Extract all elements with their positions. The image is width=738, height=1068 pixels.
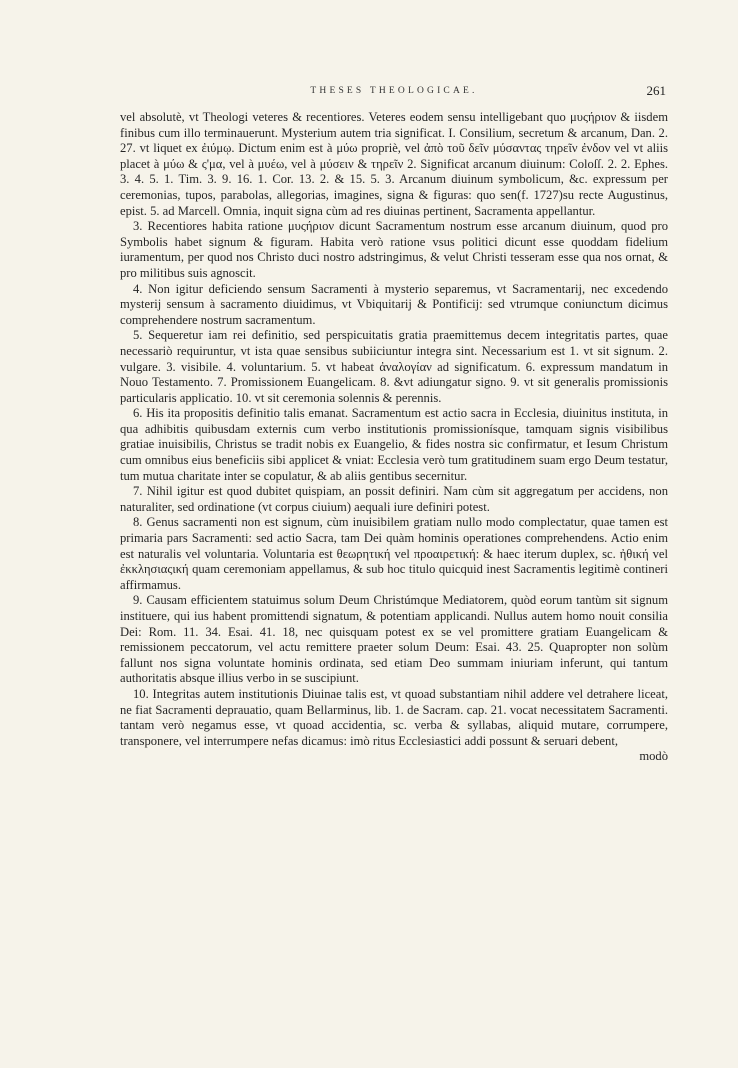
paragraph: vel absolutè, vt Theologi veteres & recentiores. Veteres eodem sensu intelligebant quo μυςήριον & iisdem finibus cum illo terminauerunt. Mysterium autem tria significat. I. Consilium, secretum & arcanum, Dan. 2. 27. vt liquet ex ἐιύμῳ. Dictum enim est à μύω propriè, vel ἀπὸ τοῦ δεῖν μύσαντας τηρεῖν ἐνδον vel vt aliis placet à μύω & ς'μα, vel à μυέω, vel à μύσειν & τηρεῖν 2. Significat arcanum diuinum: Coloſſ. 2. 2. Ephes. 3. 4. 5. 1. Tim. 3. 9. 16. 1. Cor. 13. 2. & 15. 5. 3. Arcanum diuinum symbolicum, &c. expressum per ceremonias, tupos, parabolas, allegorias, imagines, signa & figuras: quo sen(f. 1727)su recte Augustinus, epist. 5. ad Marcell. Omnia, inquit signa cùm ad res diuinas pertinent, Sacramenta appellantur.: [120, 110, 668, 218]
paragraph: 4. Non igitur deficiendo sensum Sacramenti à mysterio separemus, vt Sacramentarij, nec excedendo mysterij sensum à sacramento diuidimus, vt Vbiquitarij & Pontificij: sed vtrumque coniunctum dicimus comprehendere nostrum sacramentum.: [120, 281, 668, 327]
paragraph: 3. Recentiores habita ratione μυςήριον dicunt Sacramentum nostrum esse arcanum diuinum, quod pro Symbolis habet signum & figuram. Habita verò ratione vsus politici dicunt esse quoddam fidelium iuramentum, per quod nos Christo duci nostro adstringimus, & velut Christi tesseram esse qua nos ornat, & pro militibus suis agnoscit.: [120, 219, 668, 280]
running-head: THESES THEOLOGICAE.: [310, 86, 478, 96]
book-page: [120, 78, 668, 765]
catchword: modò: [639, 749, 668, 764]
paragraph: 8. Genus sacramenti non est signum, cùm inuisibilem gratiam nullo modo complectatur, quae tamen est primaria pars Sacramenti: sed actio Sacra, tam Dei quàm hominis operationes comprehendens. Actio enim est naturalis vel voluntaria. Voluntaria est θεωρητική vel προαιρετική: & haec iterum duplex, sc. ἠθική vel ἐκκλησιαςική quam ceremoniam appellamus, & sub hoc titulo quicquid inest Sacramentis legitimè contineri affirmamus.: [120, 515, 668, 592]
paragraph: 7. Nihil igitur est quod dubitet quispiam, an possit definiri. Nam cùm sit aggregatum per accidens, non naturaliter, sed ordinatione (vt corpus ciuium) aequali iure definiri potest.: [120, 484, 668, 514]
page-number: 261: [646, 83, 666, 98]
paragraph: 5. Sequeretur iam rei definitio, sed perspicuitatis gratia praemittemus decem integritatis partes, quae necessariò requiruntur, vt ista quae sensibus subiiciuntur integra sint. Necessarium est 1. vt sit signum. 2. vulgare. 3. visibile. 4. voluntarium. 5. vt habeat ἀναλογίαν ad significatum. 6. expressum mandatum in Nouo Testamento. 7. Promissionem Euangelicam. 8. &vt adiungatur signo. 9. vt sit generalis promissionis particularis applicatio. 10. vt sit ceremonia solennis & perennis.: [120, 328, 668, 405]
paragraph: 10. Integritas autem institutionis Diuinae talis est, vt quoad substantiam nihil addere vel detrahere liceat, ne fiat Sacramenti deprauatio, quam Bellarminus, lib. 1. de Sacram. cap. 21. vocat necessitatem Sacramenti. tantam verò negamus esse, vt quoad accidentia, sc. verba & syllabas, aliquid mutare, corrumpere, transponere, vel interrumpere nefas dicamus: imò ritus Ecclesiastici addi possunt & seruari debent,: [120, 686, 668, 748]
body-text: [120, 110, 668, 765]
page-header: [120, 78, 668, 106]
paragraph: 9. Causam efficientem statuimus solum Deum Christúmque Mediatorem, quòd eorum tantùm sit signum instituere, qui ius habent promittendi signatum, & potentiam applicandi. Nullus autem homo nouit consilia Dei: Rom. 11. 34. Esai. 41. 18, nec quisquam potest ex se vel promittere gratiam Euangelicam & remissionem peccatorum, vel actu remittere praeter solum Deum: Esai. 43. 25. Quapropter non solùm fallunt nos signa voluntate hominis ordinata, sed etiam Deo summam iniuriam inferunt, qui tantum authoritatis absque illius verbo in se suscipiunt.: [120, 593, 668, 686]
paragraph: 6. His ita propositis definitio talis emanat. Sacramentum est actio sacra in Ecclesia, diuinitus instituta, in qua adhibitis quibusdam externis cum verbo institutionis promissionísque, tamquam signis visibilibus gratiae inuisibilis, Christus se tradit nobis ex Euangelio, & fides nostra sic confirmatur, et Iesum Christum cum omnibus eius beneficiis sibi applicet & vniat: Ecclesia verò tum gratitudinem suam ergo Deum testatur, tum mutua charitate inter se copulatur, & ab aliis gentibus secernitur.: [120, 406, 668, 483]
